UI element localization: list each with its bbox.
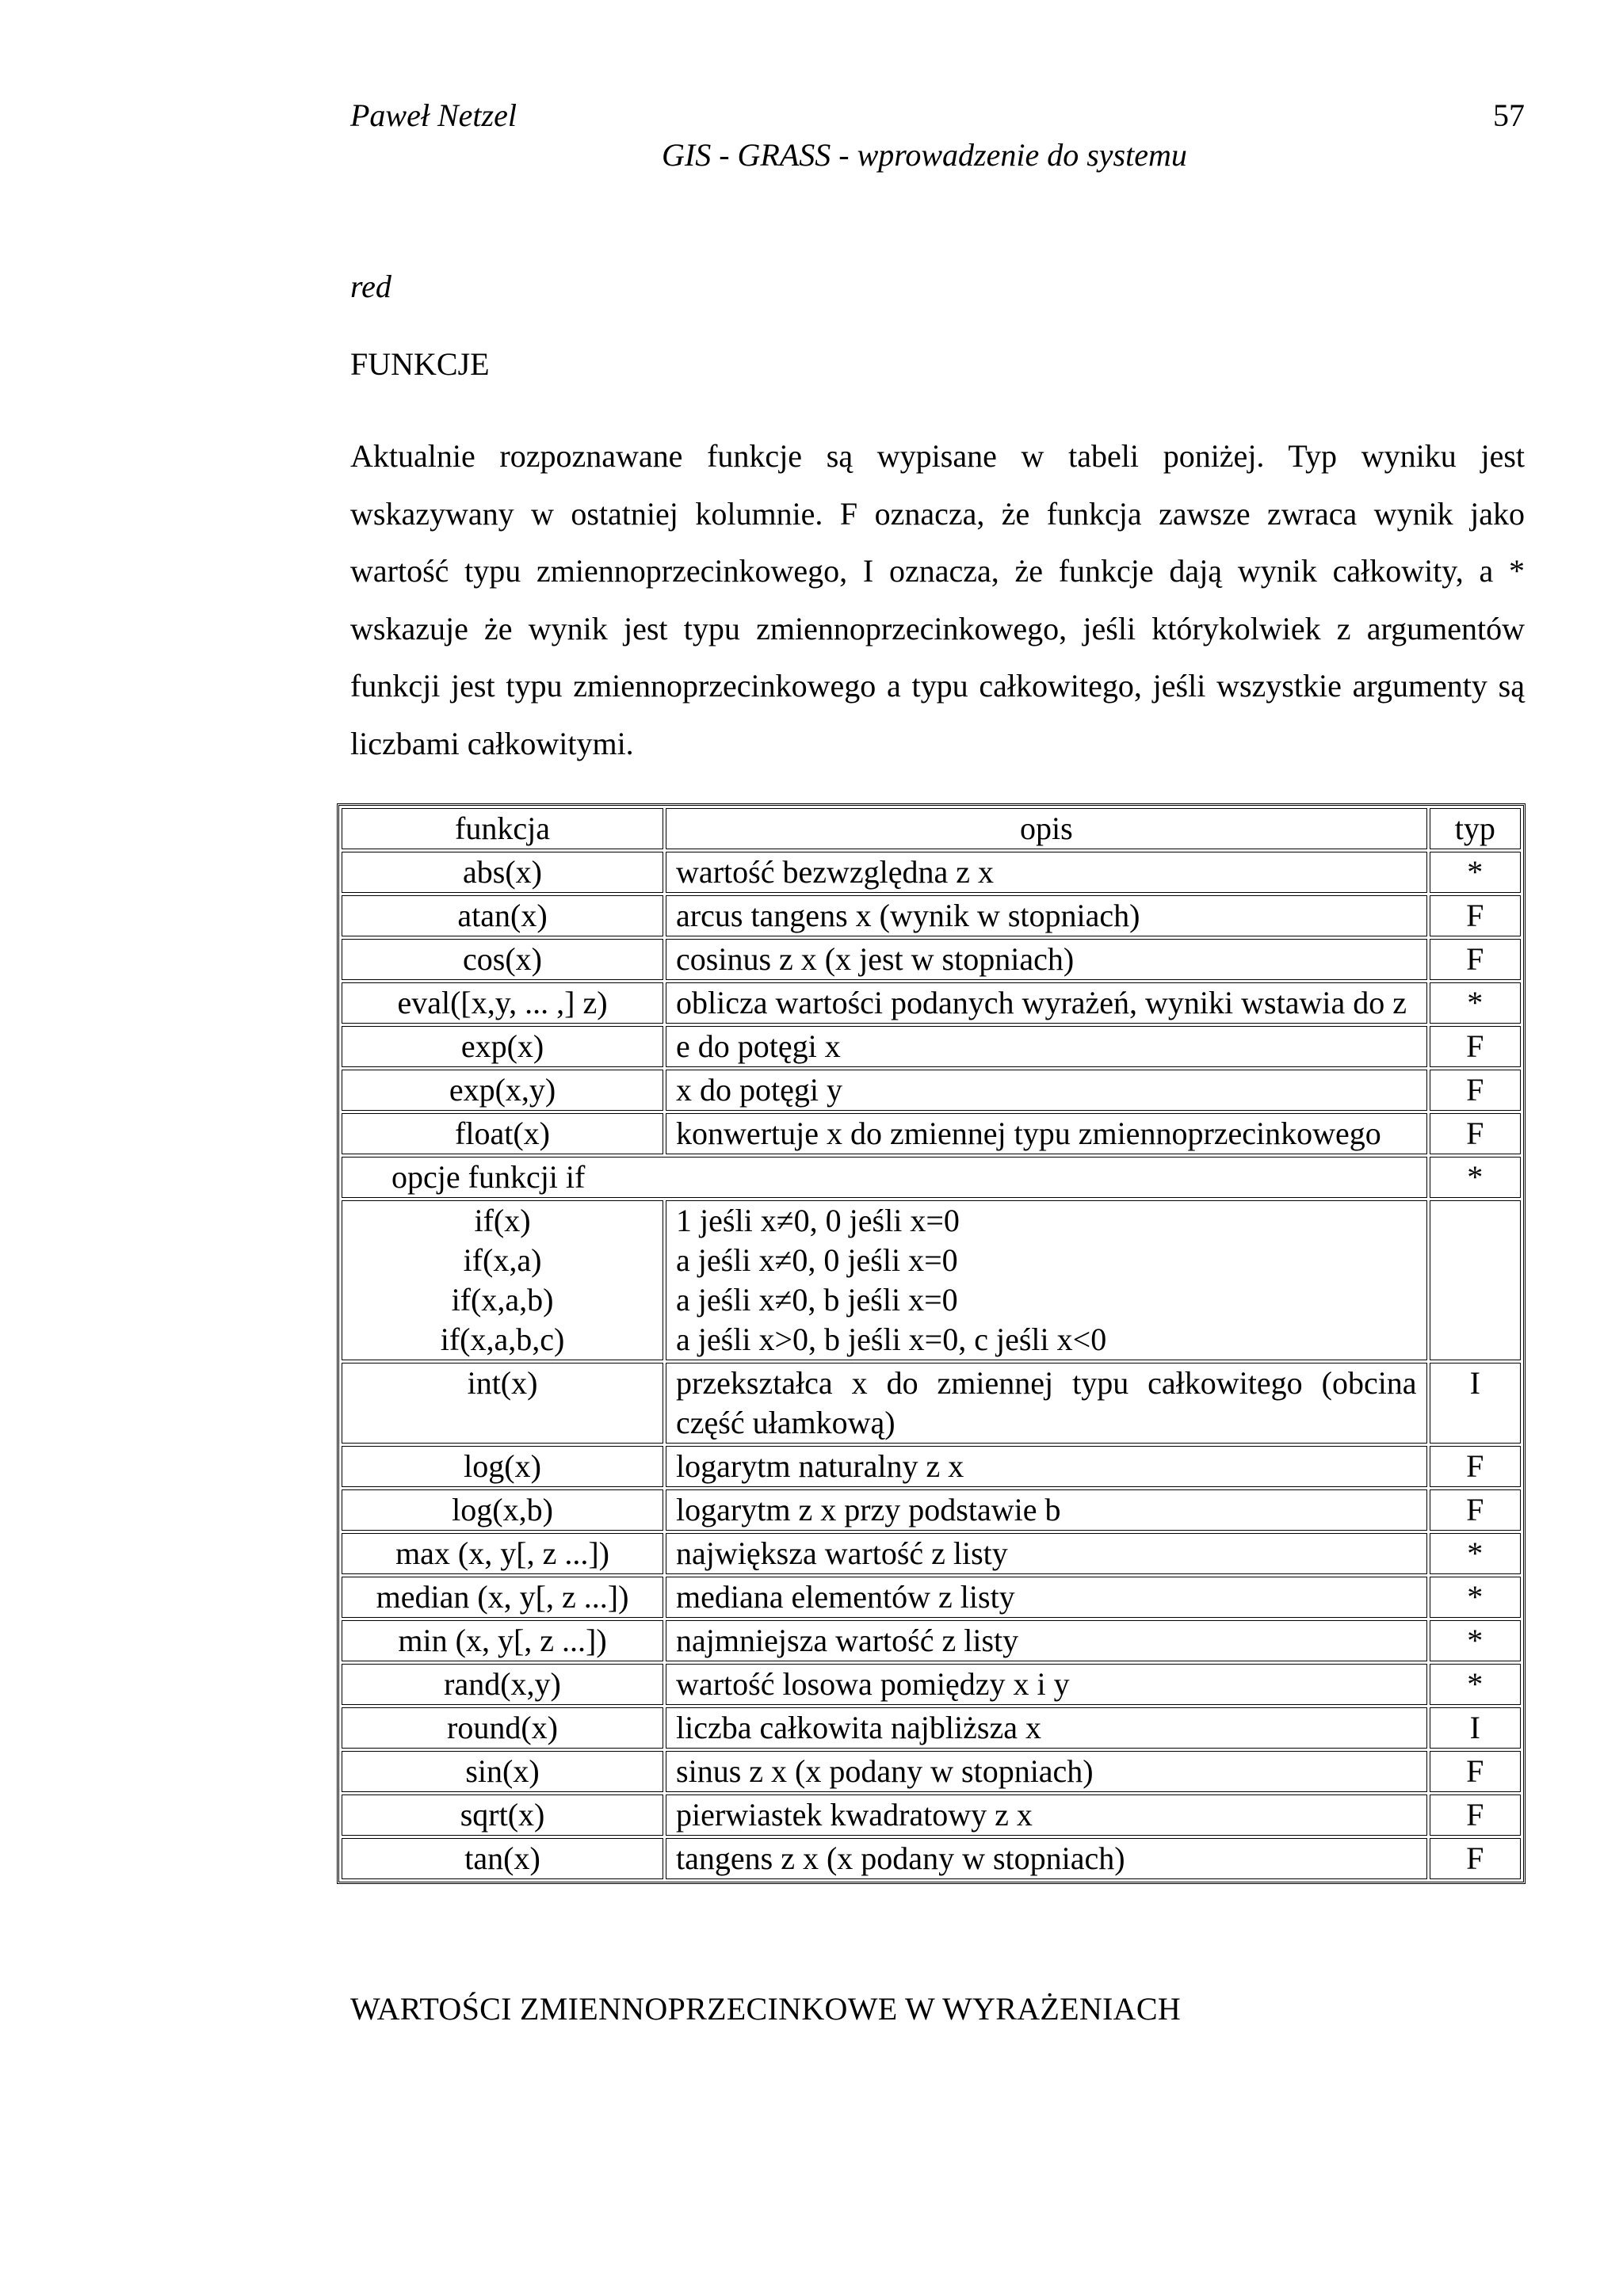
cell-type: F	[1430, 1113, 1521, 1154]
table-row	[342, 1363, 1521, 1444]
cell-description: cosinus z x (x jest w stopniach)	[666, 939, 1427, 980]
cell-type: I	[1430, 1363, 1521, 1444]
cell-function: log(x)	[342, 1446, 663, 1487]
table-row	[342, 1794, 1521, 1836]
table-row	[342, 1577, 1521, 1618]
page-number: 57	[1493, 97, 1525, 133]
if-description: a jeśli x>0, b jeśli x=0, c jeśli x<0	[676, 1322, 1107, 1357]
intro-text: Aktualnie rozpoznawane funkcje są wypisane w tabeli poniżej. Typ wyniku jest wskazywany w ostatniej kolumnie. F oznacza, że funkcja zawsze zwraca wynik jako wartość typu zmiennoprzecinkowego, I oznacza, że funkcje dają wynik całkowity, a * wskazuje że wynik jest typu zmiennoprzecinkowego, jeśli którykolwiek z argumentów funkcji jest typu zmiennoprzecinkowego a typu całkowitego, jeśli wszystkie argumenty są liczbami całkowitymi.	[350, 438, 1525, 761]
if-function: if(x,a,b,c)	[440, 1322, 565, 1357]
cell-type: *	[1430, 1620, 1521, 1661]
cell-type: F	[1430, 1489, 1521, 1531]
table-row	[342, 895, 1521, 936]
cell-description: tangens z x (x podany w stopniach)	[666, 1838, 1427, 1879]
table-row	[342, 982, 1521, 1024]
cell-description: sinus z x (x podany w stopniach)	[666, 1751, 1427, 1792]
cell-function: int(x)	[342, 1363, 663, 1444]
table-row	[342, 1026, 1521, 1067]
cell-function: abs(x)	[342, 852, 663, 893]
running-header-title: GIS - GRASS - wprowadzenie do systemu	[662, 137, 1187, 173]
cell-description: przekształca x do zmiennej typu całkowitego (obcina część ułamkową)	[666, 1363, 1427, 1444]
if-description: a jeśli x≠0, b jeśli x=0	[676, 1282, 958, 1318]
if-description: a jeśli x≠0, 0 jeśli x=0	[676, 1242, 958, 1278]
table-row	[342, 1489, 1521, 1531]
cell-type: F	[1430, 1026, 1521, 1067]
cell-description: pierwiastek kwadratowy z x	[666, 1794, 1427, 1836]
cell-function: max (x, y[, z ...])	[342, 1533, 663, 1574]
table-row	[342, 1707, 1521, 1749]
cell-description: wartość bezwzględna z x	[666, 852, 1427, 893]
cell-function: cos(x)	[342, 939, 663, 980]
cell-description: liczba całkowita najbliższa x	[666, 1707, 1427, 1749]
running-header-author: Paweł Netzel	[350, 97, 517, 133]
table-row	[342, 1838, 1521, 1879]
cell-description: mediana elementów z listy	[666, 1577, 1427, 1618]
cell-type: *	[1430, 1577, 1521, 1618]
if-function: if(x,a)	[463, 1242, 542, 1278]
if-functions	[342, 1200, 663, 1360]
cell-function: sin(x)	[342, 1751, 663, 1792]
header-function: funkcja	[342, 808, 663, 849]
if-function: if(x)	[474, 1203, 531, 1238]
table-row	[342, 1446, 1521, 1487]
section-heading: FUNKCJE	[350, 346, 490, 382]
cell-function: median (x, y[, z ...])	[342, 1577, 663, 1618]
cell-description: logarytm z x przy podstawie b	[666, 1489, 1427, 1531]
cell-description: najmniejsza wartość z listy	[666, 1620, 1427, 1661]
header-type: typ	[1430, 808, 1521, 849]
table-row	[342, 1070, 1521, 1111]
cell-type: F	[1430, 1794, 1521, 1836]
cell-function: sqrt(x)	[342, 1794, 663, 1836]
cell-description: e do potęgi x	[666, 1026, 1427, 1067]
cell-type: F	[1430, 1838, 1521, 1879]
cell-description: arcus tangens x (wynik w stopniach)	[666, 895, 1427, 936]
cell-type: *	[1430, 852, 1521, 893]
intro-paragraph	[350, 428, 1525, 772]
cell-function: round(x)	[342, 1707, 663, 1749]
cell-type: F	[1430, 895, 1521, 936]
table-row	[342, 939, 1521, 980]
cell-function: exp(x)	[342, 1026, 663, 1067]
cell-type: *	[1430, 1664, 1521, 1705]
if-descriptions	[666, 1200, 1427, 1360]
cell-type: *	[1430, 1533, 1521, 1574]
cell-description: x do potęgi y	[666, 1070, 1427, 1111]
cell-description: wartość losowa pomiędzy x i y	[666, 1664, 1427, 1705]
table-row	[342, 1620, 1521, 1661]
cell-description: konwertuje x do zmiennej typu zmiennoprzecinkowego	[666, 1113, 1427, 1154]
cell-type: *	[1430, 982, 1521, 1024]
if-function: if(x,a,b)	[451, 1282, 554, 1318]
cell-function: float(x)	[342, 1113, 663, 1154]
header-description: opis	[666, 808, 1427, 849]
if-group-header-row	[342, 1157, 1521, 1198]
table-row	[342, 1664, 1521, 1705]
cell-type: F	[1430, 1751, 1521, 1792]
cell-type: F	[1430, 1070, 1521, 1111]
if-group-label: opcje funkcji if	[342, 1157, 1427, 1198]
if-group-items-row	[342, 1200, 1521, 1360]
table-row	[342, 1113, 1521, 1154]
cell-function: exp(x,y)	[342, 1070, 663, 1111]
cell-function: tan(x)	[342, 1838, 663, 1879]
cell-function: log(x,b)	[342, 1489, 663, 1531]
table-row	[342, 1751, 1521, 1792]
table-row	[342, 852, 1521, 893]
cell-description: oblicza wartości podanych wyrażeń, wyniki wstawia do z	[666, 982, 1427, 1024]
next-section-heading: WARTOŚCI ZMIENNOPRZECINKOWE W WYRAŻENIACH	[350, 1991, 1182, 2027]
cell-function: rand(x,y)	[342, 1664, 663, 1705]
section-label: red	[350, 269, 391, 304]
cell-type: F	[1430, 1446, 1521, 1487]
if-group-type: *	[1430, 1157, 1521, 1198]
cell-type: F	[1430, 939, 1521, 980]
functions-table	[337, 803, 1526, 1884]
cell-function: eval([x,y, ... ,] z)	[342, 982, 663, 1024]
table-header-row	[342, 808, 1521, 849]
cell-function: atan(x)	[342, 895, 663, 936]
cell-description: logarytm naturalny z x	[666, 1446, 1427, 1487]
table-row	[342, 1533, 1521, 1574]
if-description: 1 jeśli x≠0, 0 jeśli x=0	[676, 1203, 960, 1238]
cell-function: min (x, y[, z ...])	[342, 1620, 663, 1661]
cell-description: największa wartość z listy	[666, 1533, 1427, 1574]
cell-type: I	[1430, 1707, 1521, 1749]
if-types	[1430, 1200, 1521, 1360]
